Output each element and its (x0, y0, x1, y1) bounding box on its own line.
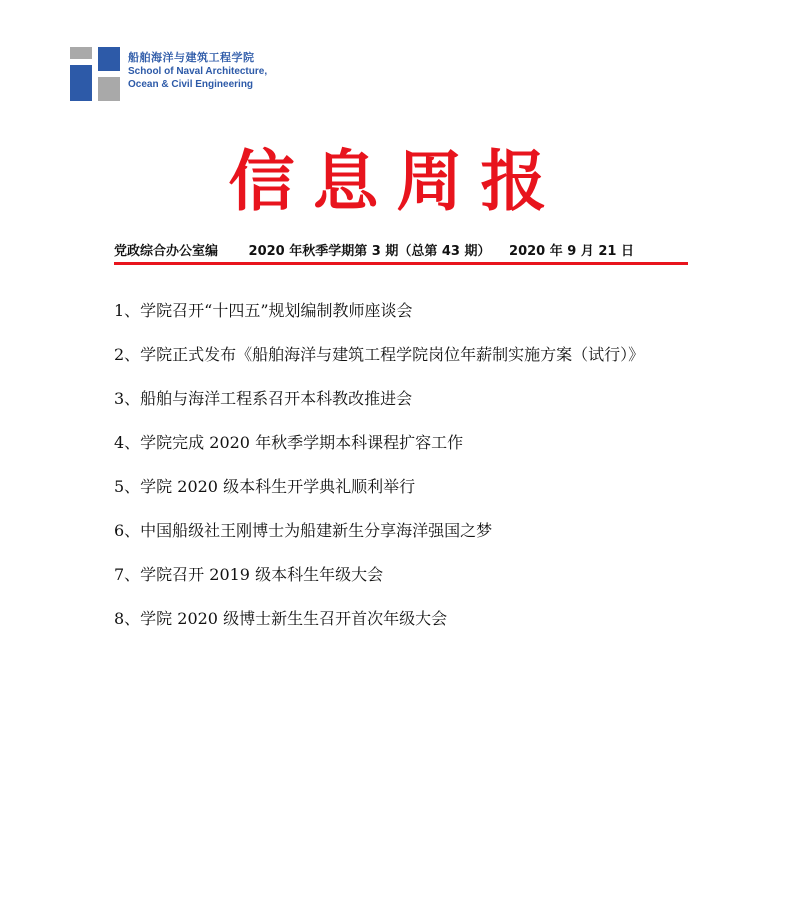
school-logo-mark-icon (70, 47, 122, 101)
list-item[interactable]: 1、学院召开“十四五”规划编制教师座谈会 (114, 301, 413, 320)
header-divider (114, 262, 688, 265)
list-item[interactable]: 2、学院正式发布《船舶海洋与建筑工程学院岗位年薪制实施方案（试行）》 (114, 345, 645, 364)
school-logo-text (128, 51, 267, 90)
issue-department: 党政综合办公室编 (114, 244, 219, 259)
newsletter-masthead: 信息周报 (228, 143, 565, 220)
school-name-cn: 船舶海洋与建筑工程学院 (128, 52, 255, 64)
school-name-en-line2: Ocean & Civil Engineering (128, 78, 254, 90)
list-item[interactable]: 8、学院 2020 级博士新生生召开首次年级大会 (114, 609, 448, 628)
issue-date: 2020 年 9 月 21 日 (509, 244, 634, 259)
list-item[interactable]: 4、学院完成 2020 年秋季学期本科课程扩容工作 (114, 433, 464, 452)
list-item[interactable]: 6、中国船级社王刚博士为船建新生分享海洋强国之梦 (114, 521, 493, 540)
school-logo (70, 47, 270, 103)
school-name-en-line1: School of Naval Architecture, (128, 66, 268, 77)
issue-info-line (114, 240, 694, 259)
news-list (114, 300, 694, 652)
list-item[interactable]: 5、学院 2020 级本科生开学典礼顺利举行 (114, 477, 416, 496)
list-item[interactable]: 7、学院召开 2019 级本科生年级大会 (114, 565, 384, 584)
issue-period: 2020 年秋季学期第 3 期（总第 43 期） (248, 244, 491, 259)
list-item[interactable]: 3、船舶与海洋工程系召开本科教改推进会 (114, 389, 413, 408)
